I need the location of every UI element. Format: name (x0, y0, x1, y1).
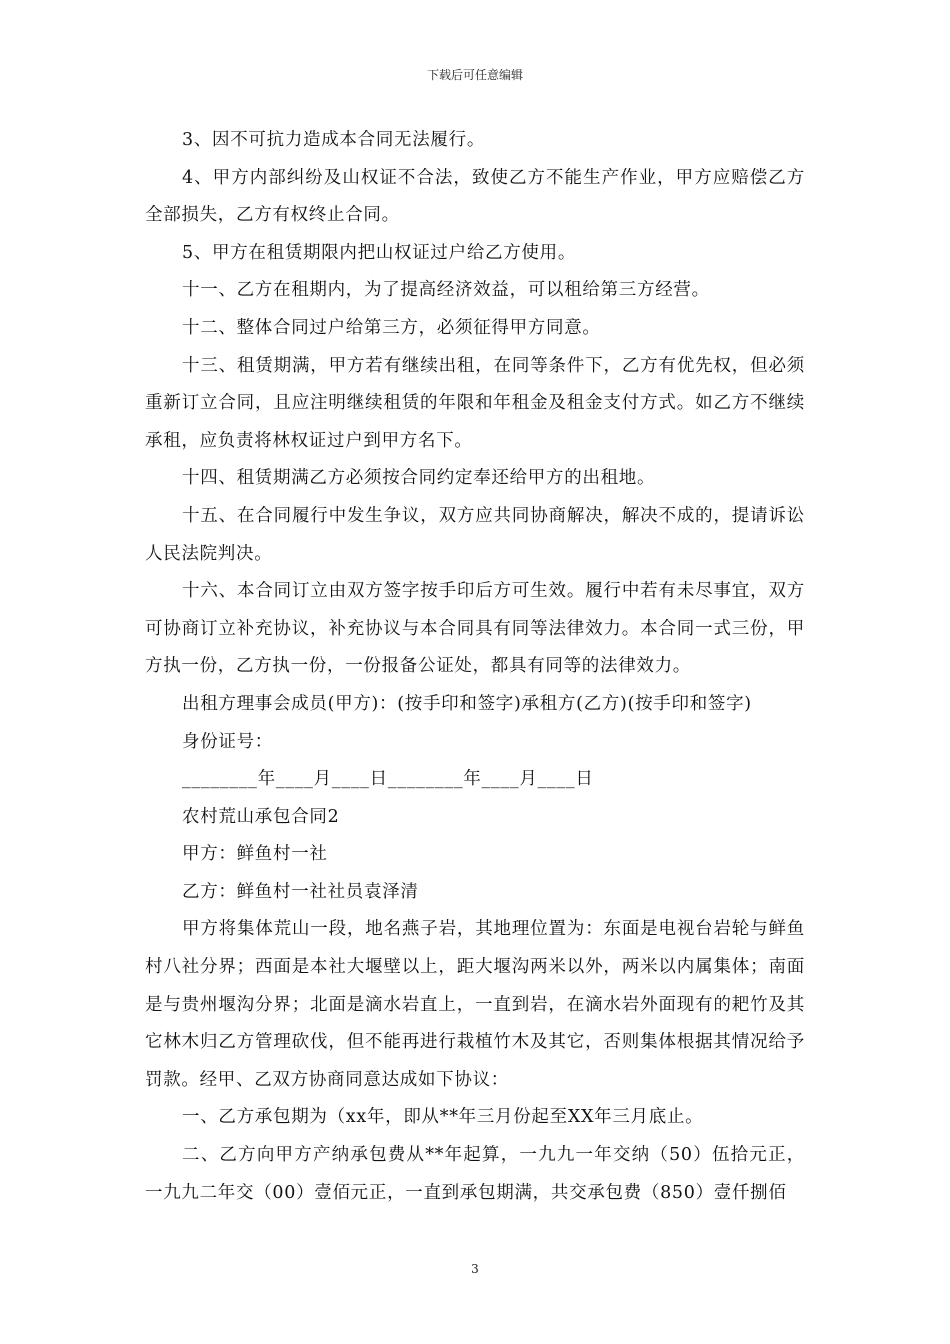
date-line: ________年____月____日________年____月____日 (182, 769, 594, 790)
paragraph-article-12: 十二、整体合同过户给第三方，必须征得甲方同意。 (182, 317, 601, 338)
page-header: 下载后可任意编辑 (426, 68, 523, 82)
page-number: 3 (471, 1262, 479, 1276)
party-a-line: 甲方：鲜鱼村一社 (182, 844, 328, 865)
paragraph-article-16: 十六、本合同订立由双方签字按手印后方可生效。履行中若有未尽事宜，双方可协商订立补充协议，补充协议与本合同具有同等法律效力。本合同一式三份，甲方执一份，乙方执一份，一份报备公证处，都具有同等的法律效力。 (145, 581, 805, 677)
paragraph-clause-5: 5、甲方在租赁期限内把山权证过户给乙方使用。 (182, 242, 577, 263)
paragraph-term-2: 二、乙方向甲方产纳承包费从**年起算，一九九一年交纳（50）伍拾元正，一九九二年交（00）壹佰元正，一直到承包期满，共交承包费（850）壹仟捌佰 (145, 1145, 805, 1203)
paragraph-article-15: 十五、在合同履行中发生争议，双方应共同协商解决，解决不成的，提请诉讼人民法院判决。 (145, 505, 805, 564)
document-body (145, 122, 805, 1212)
paragraph-article-14: 十四、租赁期满乙方必须按合同约定奉还给甲方的出租地。 (182, 468, 656, 489)
paragraph-article-11: 十一、乙方在租期内，为了提高经济效益，可以租给第三方经营。 (182, 280, 710, 301)
paragraph-land-description: 甲方将集体荒山一段，地名燕子岩，其地理位置为：东面是电视台岩轮与鲜鱼村八社分界；西面是本社大堰壁以上，距大堰沟两米以外，两米以内属集体；南面是与贵州堰沟分界；北面是滴水岩直上，一直到岩，在滴水岩外面现有的耙竹及其它林木归乙方管理砍伐，但不能再进行栽植竹木及其它，否则集体根据其情况给予罚款。经甲、乙双方协商同意达成如下协议： (145, 919, 805, 1090)
paragraph-clause-4: 4、甲方内部纠纷及山权证不合法，致使乙方不能生产作业，甲方应赔偿乙方全部损失，乙方有权终止合同。 (145, 167, 805, 226)
party-b-line: 乙方：鲜鱼村一社社员袁泽清 (182, 881, 419, 902)
signature-line: 出租方理事会成员(甲方)：(按手印和签字)承租方(乙方)(按手印和签字) (182, 693, 752, 714)
paragraph-term-1: 一、乙方承包期为（xx年，即从**年三月份起至XX年三月底止。 (182, 1107, 704, 1128)
paragraph-article-13: 十三、租赁期满，甲方若有继续出租，在同等条件下，乙方有优先权，但必须重新订立合同，且应注明继续租赁的年限和年租金及租金支付方式。如乙方不继续承租，应负责将林权证过户到甲方名下。 (145, 355, 805, 451)
contract-2-title: 农村荒山承包合同2 (182, 806, 340, 827)
paragraph-clause-3: 3、因不可抗力造成本合同无法履行。 (182, 130, 486, 150)
id-number-line: 身份证号： (182, 731, 273, 752)
